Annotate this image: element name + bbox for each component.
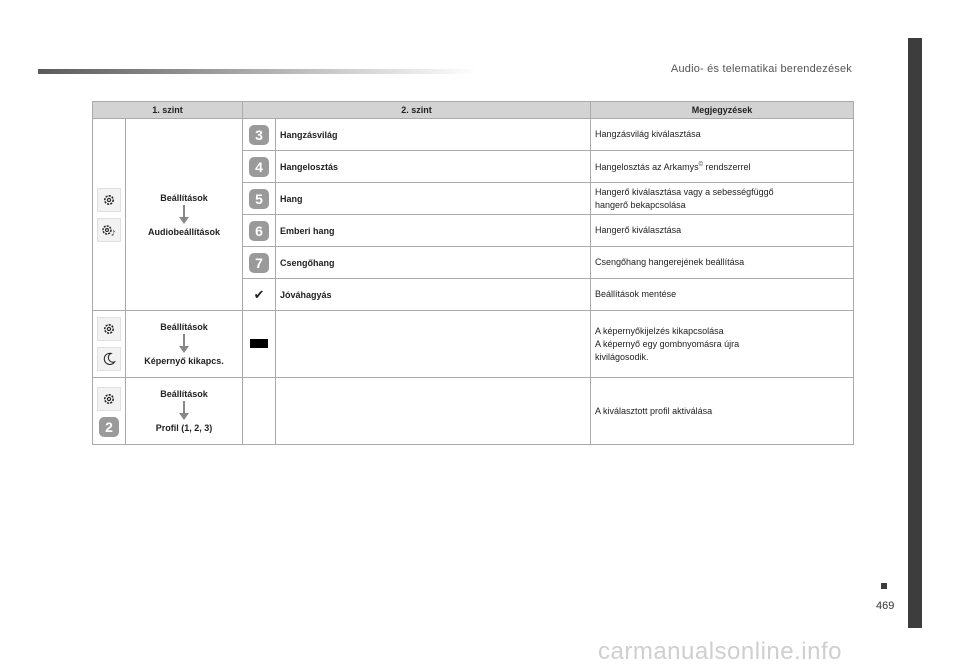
level2-label: Csengőhang: [276, 247, 591, 279]
checkmark-icon: ✔: [253, 286, 265, 302]
header-gradient-bar: [38, 69, 478, 74]
side-tab-bar: [908, 38, 922, 628]
level1-label: Beállítások: [160, 389, 208, 399]
group1-icons-cell: [93, 119, 126, 311]
down-arrow-icon: [179, 401, 189, 421]
group2-level1-cell: [126, 311, 243, 378]
level1-sublabel: Audiobeállítások: [148, 226, 221, 237]
table-row: [93, 119, 854, 151]
level1-label: Beállítások: [160, 322, 208, 332]
note-text: Beállítások mentése: [591, 279, 854, 311]
number-5-badge-icon: 5: [249, 189, 269, 209]
settings-table: [92, 101, 854, 445]
group2-icons-cell: [93, 311, 126, 378]
gear-icon: [97, 317, 121, 341]
moon-icon: [97, 347, 121, 371]
column-header-notes: Megjegyzések: [591, 102, 854, 119]
screen-off-icon: [250, 339, 268, 348]
number-4-badge-icon: 4: [249, 157, 269, 177]
gear-music-icon: [97, 218, 121, 242]
note-text: Hangerő kiválasztása: [591, 215, 854, 247]
level1-sublabel: Képernyő kikapcs.: [144, 356, 224, 366]
note-text: Hangerő kiválasztása vagy a sebességfüggő hangerő bekapcsolása: [591, 183, 854, 215]
page-marker: [881, 583, 887, 589]
note-text: A képernyőkijelzés kikapcsolása A képernyő egy gombnyomásra újra kivilágosodik.: [591, 311, 854, 378]
number-2-badge-icon: 2: [99, 417, 119, 437]
gear-icon: [97, 387, 121, 411]
number-6-badge-icon: 6: [249, 221, 269, 241]
level2-label: Hangzásvilág: [276, 119, 591, 151]
gear-icon: [97, 188, 121, 212]
page-header-title: Audio- és telematikai berendezések: [670, 63, 852, 75]
level1-label: Beállítások: [160, 192, 208, 203]
table-row: [93, 378, 854, 445]
group1-level1-cell: [126, 119, 243, 311]
table-header-row: [93, 102, 854, 119]
svg-text:♪: ♪: [111, 227, 116, 237]
group3-icons-cell: [93, 378, 126, 445]
level2-label: Hangelosztás: [276, 151, 591, 183]
level1-sublabel: Profil (1, 2, 3): [155, 423, 213, 433]
watermark: carmanualsonline.info: [598, 638, 842, 665]
page-number: 469: [876, 600, 895, 612]
note-text: Hangzásvilág kiválasztása: [591, 119, 854, 151]
column-header-level2: 2. szint: [243, 102, 591, 119]
note-text: Csengőhang hangerejének beállítása: [591, 247, 854, 279]
number-3-badge-icon: 3: [249, 125, 269, 145]
note-text: Hangelosztás az Arkamys© rendszerrel: [591, 151, 854, 183]
table-row: [93, 311, 854, 378]
down-arrow-icon: [179, 205, 189, 225]
column-header-level1: 1. szint: [93, 102, 243, 119]
level2-label: Emberi hang: [276, 215, 591, 247]
down-arrow-icon: [179, 334, 189, 354]
level2-label: Jóváhagyás: [276, 279, 591, 311]
number-7-badge-icon: 7: [249, 253, 269, 273]
level2-label: Hang: [276, 183, 591, 215]
note-text: A kiválasztott profil aktiválása: [591, 378, 854, 445]
group3-level1-cell: [126, 378, 243, 445]
